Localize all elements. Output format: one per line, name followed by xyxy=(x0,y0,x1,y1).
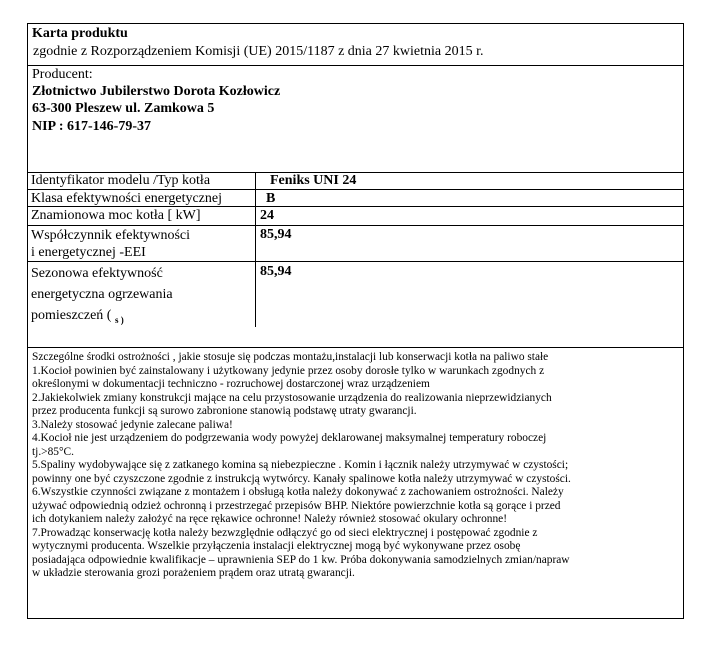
note-line: 2.Jakiekolwiek zmiany konstrukcji mające na celu przystosowanie urządzenia do realizowania nieprzewidzianych xyxy=(32,391,552,404)
spec-label xyxy=(28,262,256,327)
card-header xyxy=(28,24,683,66)
note-line: 6.Wszystkie czynności związane z montażem i obsługą kotła należy dokonywać z zachowaniem ostrożności. Należy xyxy=(32,486,564,498)
spec-label: Klasa efektywności energetycznej xyxy=(28,190,256,206)
regulation-reference: zgodnie z Rozporządzeniem Komisji (UE) 2015/1187 z dnia 27 kwietnia 2015 r. xyxy=(33,44,484,59)
spec-label: Znamionowa moc kotła [ kW] xyxy=(28,207,256,225)
spec-label-line xyxy=(31,305,255,327)
producer-nip: NIP : 617-146-79-37 xyxy=(32,119,151,134)
note-line: używać odpowiednią odzież ochronną i przestrzegać przepisów BHP. Niektóre powierzchnie kotła są gorące i przed xyxy=(32,499,561,512)
note-line: przez producenta funkcji są surowo zabronione stanowią podstawę utraty gwarancji. xyxy=(32,405,417,417)
specs-table xyxy=(28,172,683,348)
spec-label xyxy=(28,226,256,261)
spec-label-subscript: s ) xyxy=(114,315,124,325)
spec-row-eei xyxy=(28,226,683,262)
spec-row-power xyxy=(28,207,683,226)
producer-section xyxy=(28,65,683,173)
note-line: 5.Spaliny wydobywające się z zatkanego komina są niebezpieczne . Komin i łącznik należy utrzymywać w czystości; xyxy=(32,459,569,471)
note-line: ich dotykaniem należy założyć na ręce rękawice ochronne! Należy również stosować okulary ochronne! xyxy=(32,513,508,525)
producer-name: Złotnictwo Jubilerstwo Dorota Kozłowicz xyxy=(32,84,281,99)
spec-label-line: i energetycznej -EEI xyxy=(31,245,146,260)
spec-row-class xyxy=(28,190,683,207)
spec-row-model xyxy=(28,172,683,190)
spec-label-text: pomieszczeń ( xyxy=(31,308,112,323)
note-line: Szczególne środki ostrożności , jakie stosuje się podczas montażu,instalacji lub konserwacji kotła na paliwo stałe xyxy=(32,351,549,363)
note-line: powinny one być czyszczone zgodnie z instrukcją wytwórcy. Kanały spalinowe kotła należy utrzymywać w czystości. xyxy=(32,472,571,485)
spec-label-line: energetyczna ogrzewania xyxy=(31,287,173,302)
safety-notes xyxy=(32,351,682,581)
spec-value: B xyxy=(266,191,276,206)
card-title: Karta produktu xyxy=(32,26,128,41)
note-line: 3.Należy stosować jedynie zalecane paliwa! xyxy=(32,418,233,431)
spec-label-line: Współczynnik efektywności xyxy=(31,228,191,243)
producer-address: 63-300 Pleszew ul. Zamkowa 5 xyxy=(32,101,215,116)
spec-value: 85,94 xyxy=(260,227,292,242)
spec-value: 85,94 xyxy=(260,264,292,279)
note-line: w układzie sterowania grozi porażeniem prądem oraz utratą gwarancji. xyxy=(32,567,355,579)
note-line: posiadająca odpowiednie kwalifikacje – uprawnienia SEP do 1 kw. Próba dokonywania samodzielnych zmian/napraw xyxy=(32,553,570,566)
note-line: 7.Prowadząc konserwację kotła należy bezwzględnie odłączyć go od sieci elektrycznej i postępować zgodnie z xyxy=(32,526,538,539)
note-line: 4.Kocioł nie jest urządzeniem do podgrzewania wody powyżej deklarowanej maksymalnej temperatury roboczej xyxy=(32,432,547,444)
note-line: określonymi w dokumentacji techniczno - rozruchowej dostarczonej wraz urządzeniem xyxy=(32,378,430,390)
spec-value: 24 xyxy=(260,208,274,223)
note-line: tj.>85°C. xyxy=(32,445,74,458)
spec-value: Feniks UNI 24 xyxy=(270,173,357,188)
spec-row-seasonal xyxy=(28,262,683,327)
spec-label-line: Sezonowa efektywność xyxy=(31,266,163,281)
product-card xyxy=(27,23,684,619)
note-line: 1.Kocioł powinien być zainstalowany i użytkowany jedynie przez osoby dorosłe tylko w warunkach zgodnych z xyxy=(32,364,545,377)
spec-label: Identyfikator modelu /Typ kotła xyxy=(28,172,256,189)
producer-label: Producent: xyxy=(32,67,93,82)
note-line: wytycznymi producenta. Wszelkie przyłączenia instalacji elektrycznej mogą być wykonywane przez osobę xyxy=(32,540,521,552)
